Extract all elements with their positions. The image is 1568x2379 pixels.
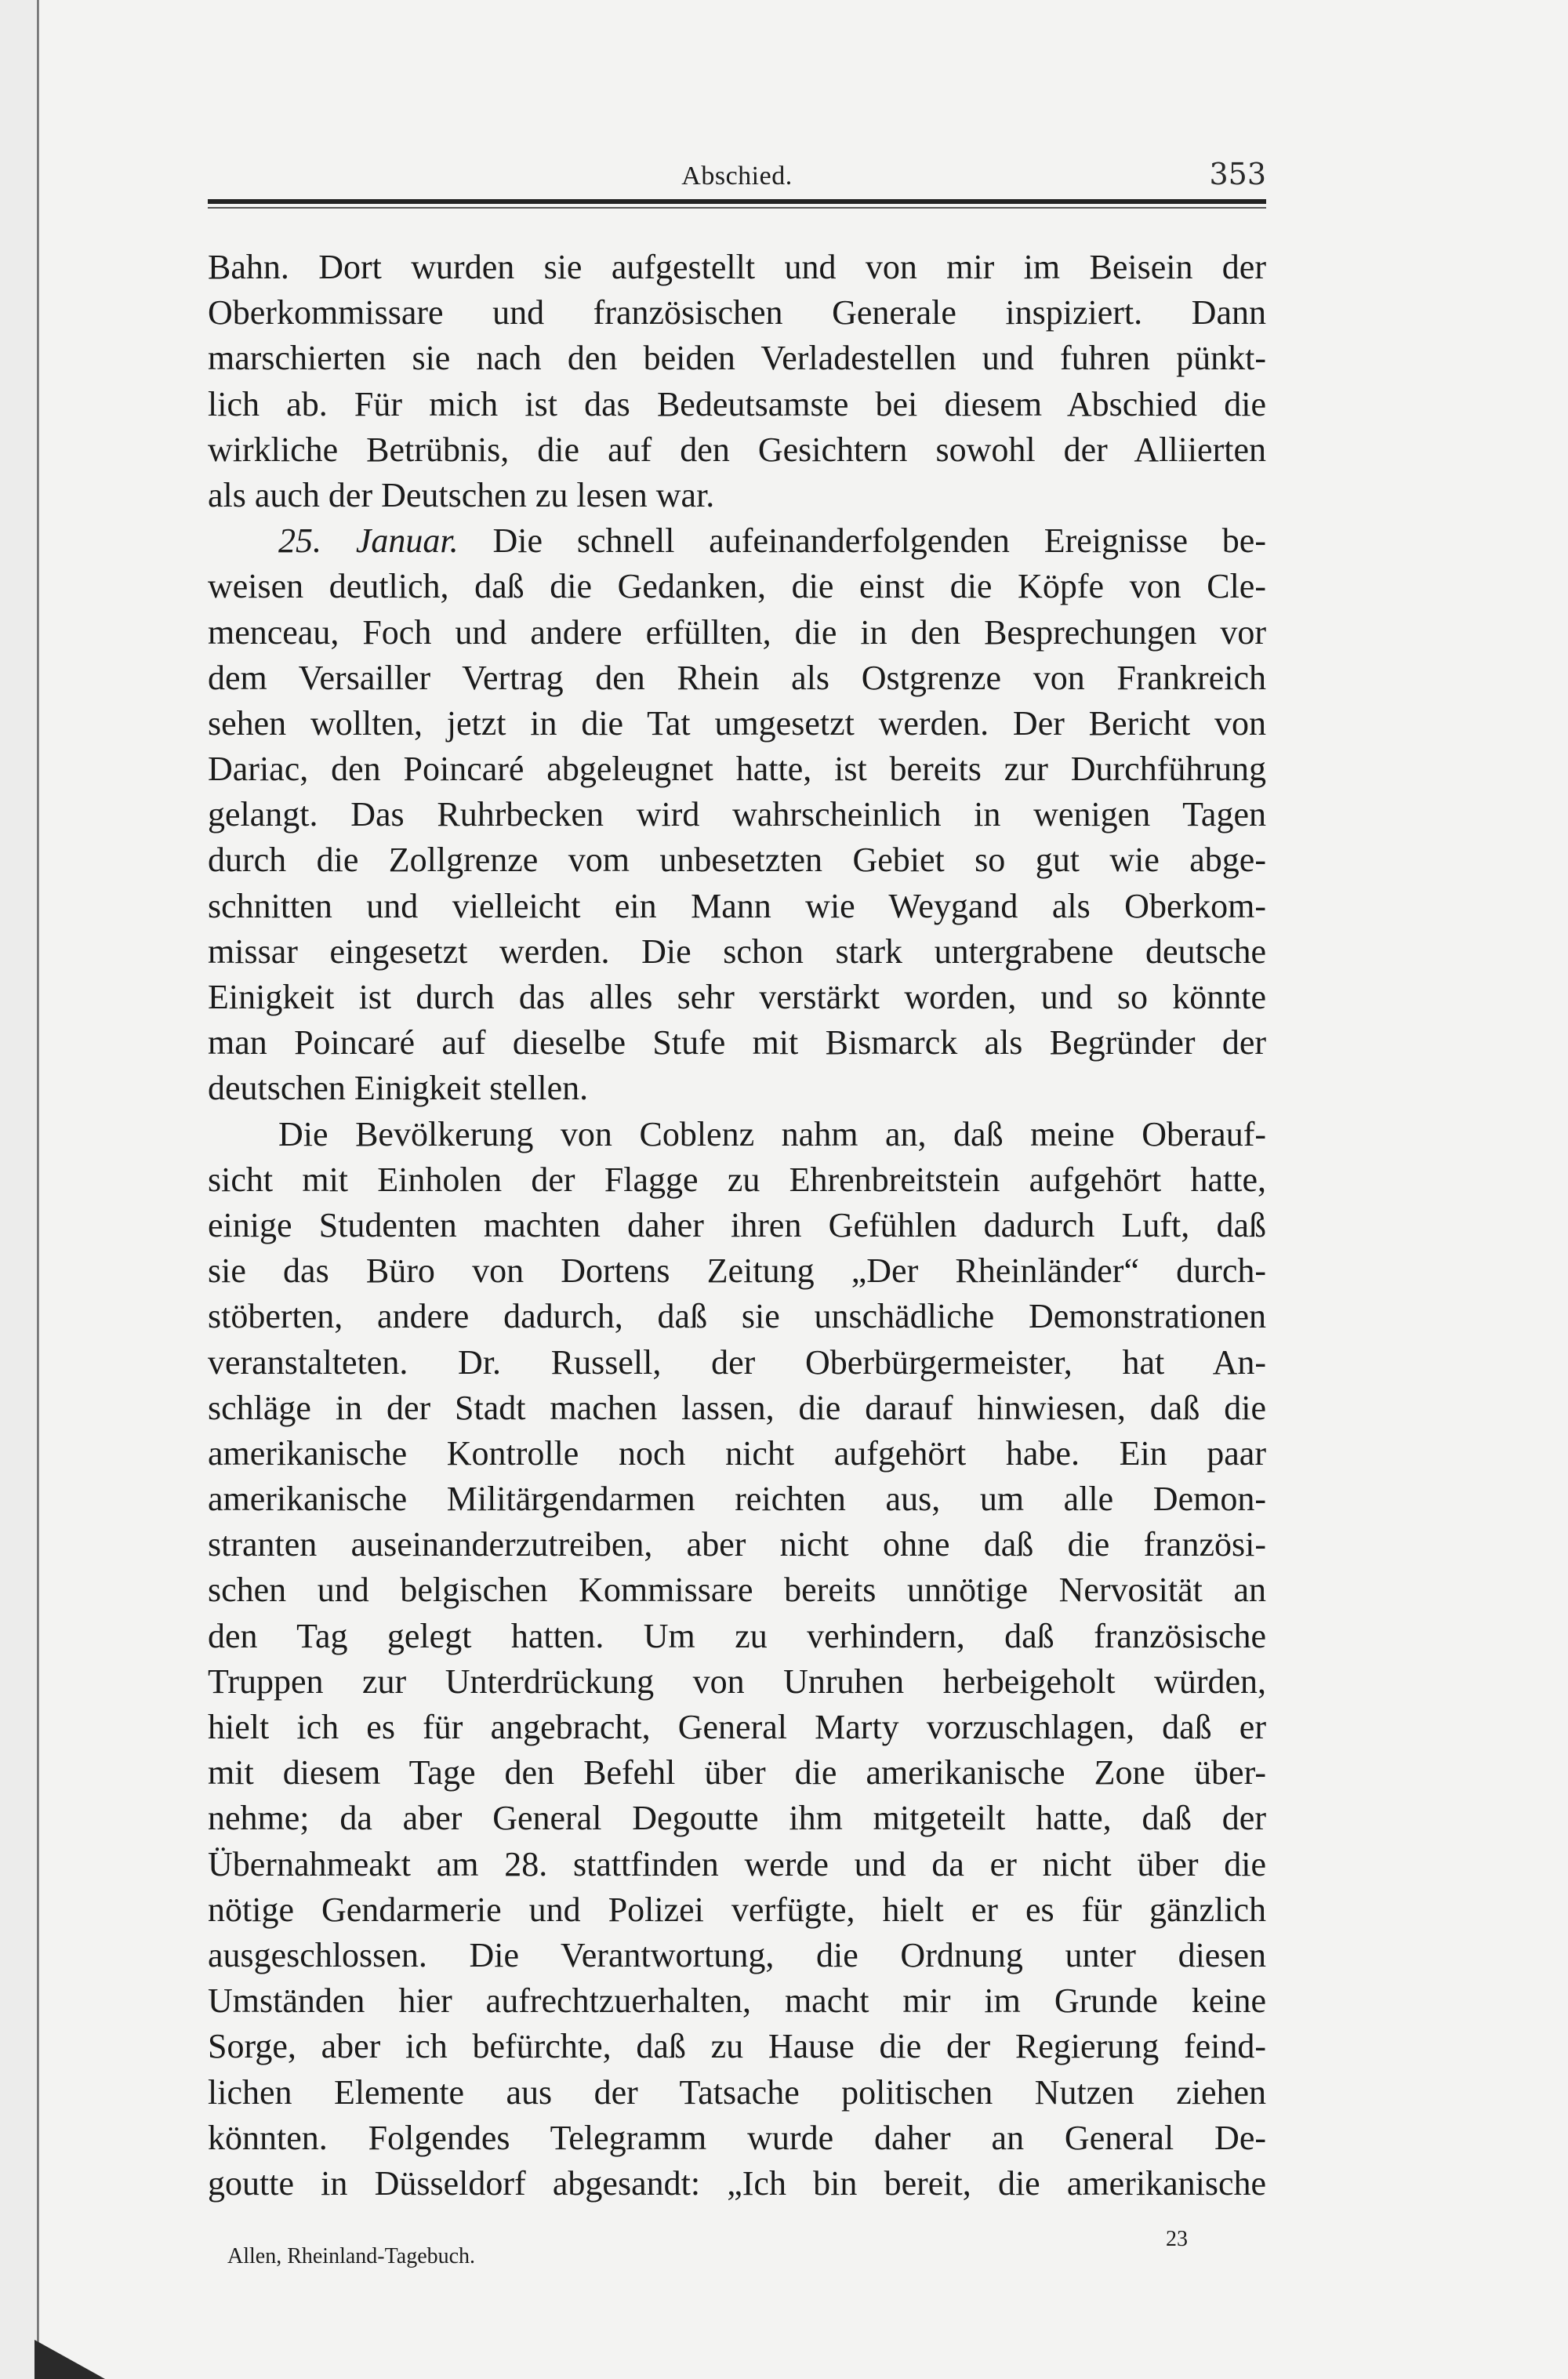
text-line: schen und belgischen Kommissare bereits unnötige Nervosität an — [208, 1571, 1266, 1610]
book-gutter — [37, 0, 39, 2379]
text-line: ausgeschlossen. Die Verantwortung, die Ordnung unter diesen — [208, 1935, 1266, 1974]
text-line: amerikanische Militärgendarmen reichten aus, um alle Demon- — [208, 1480, 1266, 1519]
scan-corner-shadow — [34, 2340, 105, 2379]
text-line: sicht mit Einholen der Flagge zu Ehrenbreitstein aufgehört hatte, — [208, 1160, 1266, 1199]
text-line: veranstalteten. Dr. Russell, der Oberbürgermeister, hat An- — [208, 1342, 1266, 1382]
header-rule-thick — [208, 199, 1266, 204]
text-line: gelangt. Das Ruhrbecken wird wahrscheinlich in wenigen Tagen — [208, 795, 1266, 834]
text-line: könnten. Folgendes Telegramm wurde daher an General De- — [208, 2118, 1266, 2157]
body-text — [208, 245, 1266, 2206]
text-line: Sorge, aber ich befürchte, daß zu Hause die der Regierung feind- — [208, 2027, 1266, 2066]
text-line: sie das Büro von Dortens Zeitung „Der Rheinländer“ durch- — [208, 1251, 1266, 1291]
text-line: mit diesem Tage den Befehl über die amerikanische Zone über- — [208, 1753, 1266, 1792]
text-line: schnitten und vielleicht ein Mann wie Weygand als Oberkom- — [208, 886, 1266, 925]
text-line: Die Bevölkerung von Coblenz nahm an, daß meine Oberauf- — [278, 1114, 1266, 1153]
text-line-dated — [208, 518, 1266, 564]
text-line: marschierten sie nach den beiden Verladestellen und fuhren pünkt- — [208, 339, 1266, 378]
text-line: amerikanische Kontrolle noch nicht aufgehört habe. Ein paar — [208, 1433, 1266, 1473]
text-line: hielt ich es für angebracht, General Marty vorzuschlagen, daß er — [208, 1708, 1266, 1746]
text-line: lich ab. Für mich ist das Bedeutsamste bei diesem Abschied die — [208, 384, 1266, 423]
text-line: dem Versailler Vertrag den Rhein als Ostgrenze von Frankreich — [208, 658, 1266, 697]
text-line: stöberten, andere dadurch, daß sie unschädliche Demonstrationen — [208, 1297, 1266, 1336]
text-fragment: Die schnell aufeinanderfolgenden Ereignisse be- — [492, 521, 1266, 561]
text-line: Bahn. Dort wurden sie aufgestellt und von mir im Beisein der — [208, 248, 1266, 286]
date-label: 25. Januar. — [278, 521, 459, 561]
text-line: lichen Elemente aus der Tatsache politischen Nutzen ziehen — [208, 2072, 1266, 2112]
text-line: Einigkeit ist durch das alles sehr verstärkt worden, und so könnte — [208, 978, 1266, 1016]
text-line: Umständen hier aufrechtzuerhalten, macht mir im Grunde keine — [208, 1981, 1266, 2021]
signature-line: Allen, Rheinland-Tagebuch. — [227, 2244, 476, 2268]
text-line: stranten auseinanderzutreiben, aber nicht ohne daß die französi- — [208, 1525, 1266, 1564]
text-line: schläge in der Stadt machen lassen, die darauf hinwiesen, daß die — [208, 1388, 1266, 1427]
text-line: einige Studenten machten daher ihren Gefühlen dadurch Luft, daß — [208, 1205, 1266, 1244]
page-number: 353 — [1209, 157, 1266, 191]
text-line: menceau, Foch und andere erfüllten, die in den Besprechungen vor — [208, 612, 1266, 652]
sheet-number: 23 — [1166, 2227, 1188, 2251]
chapter-title: Abschied. — [681, 162, 793, 191]
page-footer — [208, 2227, 1266, 2274]
text-line: man Poincaré auf dieselbe Stufe mit Bismarck als Begründer der — [208, 1023, 1266, 1062]
text-line: als auch der Deutschen zu lesen war. — [208, 475, 715, 514]
running-head — [208, 157, 1266, 196]
text-line: Truppen zur Unterdrückung von Unruhen herbeigeholt würden, — [208, 1662, 1266, 1701]
text-line: Übernahmeakt am 28. stattfinden werde und da er nicht über die — [208, 1844, 1266, 1883]
text-line: missar eingesetzt werden. Die schon stark untergrabene deutsche — [208, 932, 1266, 971]
text-line: goutte in Düsseldorf abgesandt: „Ich bin bereit, die amerikanische — [208, 2163, 1266, 2203]
text-line: nehme; da aber General Degoutte ihm mitgeteilt hatte, daß der — [208, 1799, 1266, 1838]
text-line: wirkliche Betrübnis, die auf den Gesichtern sowohl der Alliierten — [208, 430, 1266, 469]
header-rule-thin — [208, 207, 1266, 209]
facing-page-edge — [0, 0, 38, 2379]
text-line: deutschen Einigkeit stellen. — [208, 1069, 589, 1108]
text-line: Oberkommissare und französischen Generale inspiziert. Dann — [208, 293, 1266, 332]
text-line: nötige Gendarmerie und Polizei verfügte, hielt er es für gänzlich — [208, 1890, 1266, 1929]
text-line: Dariac, den Poincaré abgeleugnet hatte, ist bereits zur Durchführung — [208, 750, 1266, 789]
text-line: durch die Zollgrenze vom unbesetzten Gebiet so gut wie abge- — [208, 841, 1266, 880]
text-line: sehen wollten, jetzt in die Tat umgesetzt werden. Der Bericht von — [208, 703, 1266, 743]
text-line: den Tag gelegt hatten. Um zu verhindern, daß französische — [208, 1616, 1266, 1655]
book-page — [208, 0, 1266, 2379]
text-line: weisen deutlich, daß die Gedanken, die einst die Köpfe von Cle- — [208, 567, 1266, 606]
